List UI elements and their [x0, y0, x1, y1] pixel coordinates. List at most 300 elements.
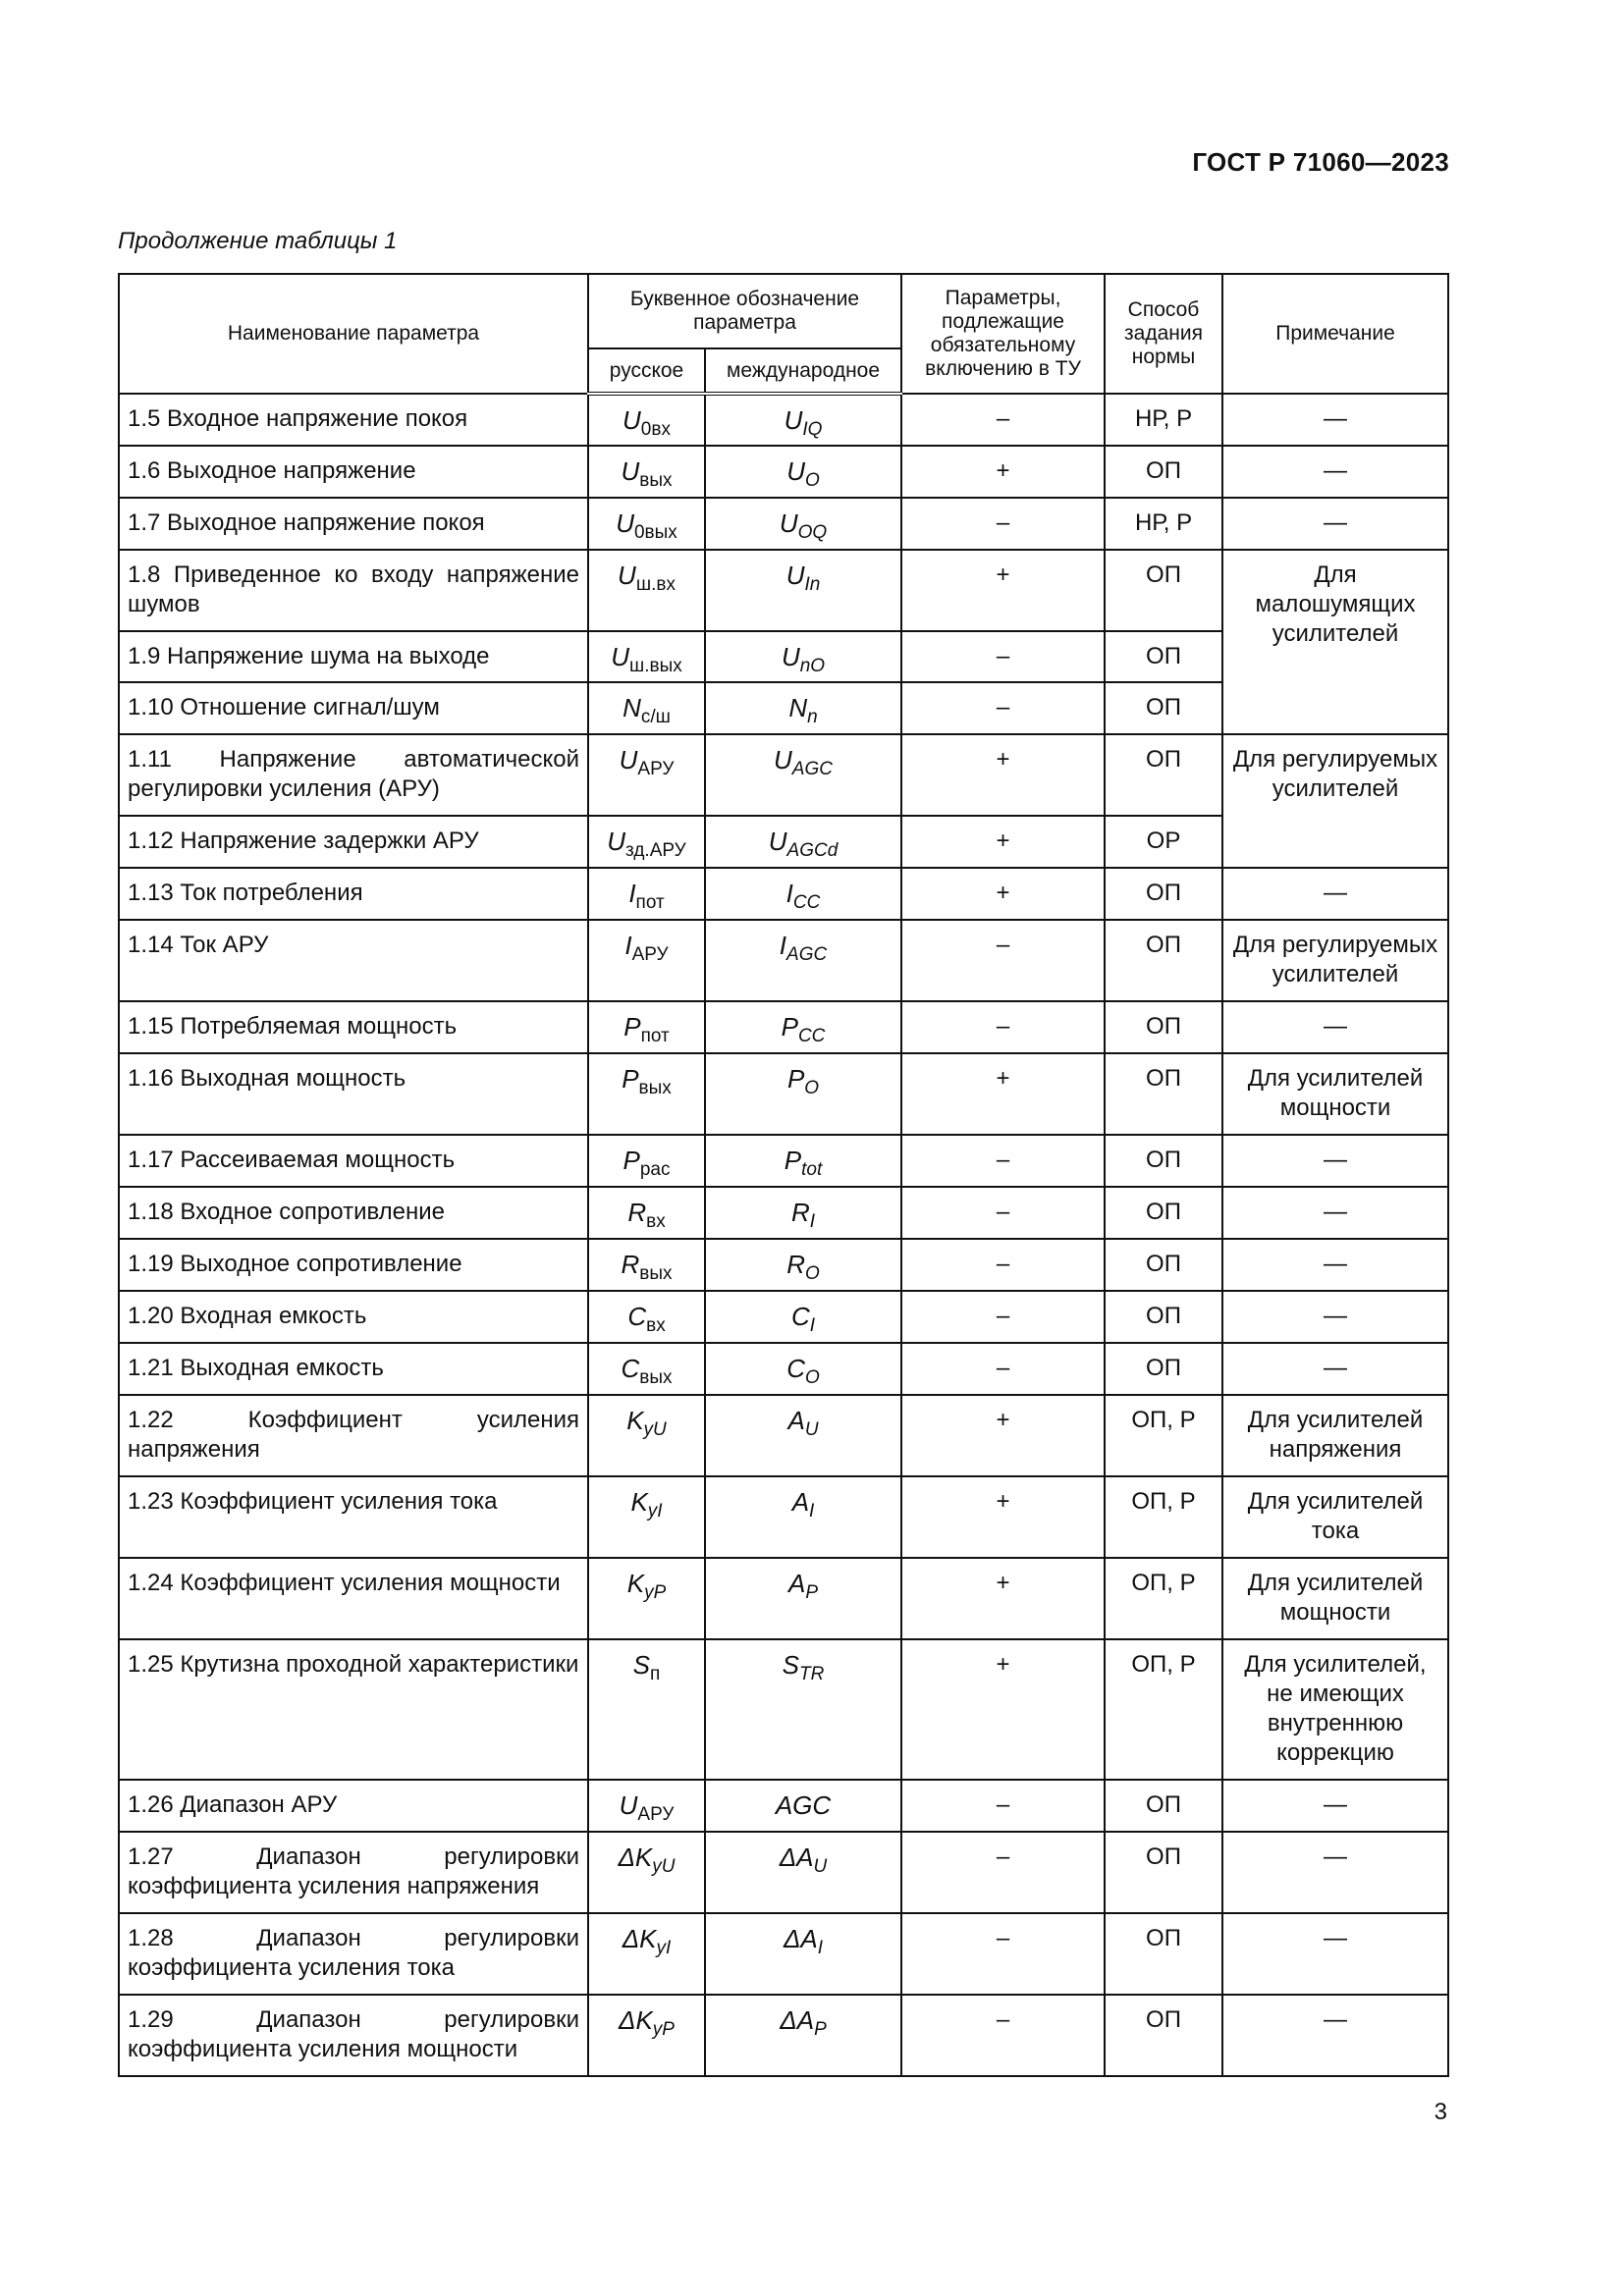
- note: —: [1222, 1187, 1448, 1239]
- symbol-subscript: АРУ: [637, 759, 675, 779]
- note: Для регулируемых усилителей: [1222, 734, 1448, 868]
- table-row: [119, 1187, 1448, 1239]
- note: —: [1222, 1995, 1448, 2076]
- symbol-international: [705, 1913, 901, 1995]
- mandatory-flag: –: [901, 1239, 1105, 1291]
- norm-method: ОП: [1105, 734, 1222, 816]
- symbol-international: [705, 816, 901, 868]
- symbol-international: [705, 920, 901, 1001]
- symbol-subscript: O: [805, 470, 820, 491]
- symbol-subscript: AGC: [791, 759, 833, 779]
- mandatory-flag: +: [901, 868, 1105, 920]
- symbol-russian: [588, 1291, 705, 1343]
- symbol-letter: C: [786, 1354, 805, 1383]
- note: Для усилителей, не имеющих внутреннюю коррекцию: [1222, 1639, 1448, 1780]
- note: —: [1222, 1780, 1448, 1832]
- symbol-international-base: [787, 1406, 819, 1440]
- symbol-subscript: CC: [792, 892, 821, 913]
- symbol-subscript: tot: [801, 1159, 823, 1180]
- parameter-name: 1.27 Диапазон регулировки коэффициента усиления напряжения: [119, 1832, 588, 1913]
- symbol-letter: A: [787, 1406, 805, 1435]
- parameter-name: 1.12 Напряжение задержки АРУ: [119, 816, 588, 868]
- symbol-subscript: АРУ: [637, 1804, 675, 1825]
- symbol-letter: U: [619, 1790, 638, 1820]
- symbol-subscript: ш.вых: [629, 656, 682, 676]
- symbol-russian-base: [619, 2005, 675, 2040]
- symbol-russian-base: [619, 1790, 675, 1825]
- symbol-subscript: P: [805, 1582, 819, 1603]
- note: —: [1222, 1913, 1448, 1995]
- norm-method: ОП: [1105, 1832, 1222, 1913]
- note: Для регулируемых усилителей: [1222, 920, 1448, 1001]
- parameters-table: [118, 273, 1449, 2077]
- symbol-russian: [588, 1053, 705, 1135]
- parameter-name: 1.20 Входная емкость: [119, 1291, 588, 1343]
- symbol-russian: [588, 682, 705, 734]
- symbol-international-base: [782, 1650, 825, 1684]
- table-row: [119, 1913, 1448, 1995]
- parameter-name: 1.15 Потребляемая мощность: [119, 1001, 588, 1053]
- norm-method: ОП: [1105, 682, 1222, 734]
- symbol-subscript: п: [650, 1664, 661, 1684]
- symbol-subscript: U: [804, 1419, 819, 1440]
- table-row: [119, 1001, 1448, 1053]
- symbol-letter: P: [786, 1064, 805, 1094]
- symbol-international: [705, 682, 901, 734]
- symbol-letter: U: [623, 405, 641, 435]
- symbol-russian-base: [621, 1250, 673, 1284]
- symbol-international-base: [786, 1250, 820, 1284]
- symbol-russian-base: [622, 1064, 672, 1098]
- symbol-subscript: 0вх: [640, 419, 671, 440]
- symbol-letter: ΔK: [619, 2005, 653, 2035]
- symbol-russian: [588, 734, 705, 816]
- symbol-letter: U: [616, 508, 634, 538]
- symbol-russian-base: [621, 1354, 673, 1388]
- symbol-letter: R: [621, 1250, 640, 1279]
- symbol-international-base: [780, 2005, 827, 2040]
- table-caption: Продолжение таблицы 1: [118, 228, 398, 254]
- symbol-letter: U: [768, 827, 787, 856]
- symbol-russian-base: [623, 405, 671, 440]
- symbol-subscript: 0вых: [633, 522, 677, 543]
- note: Для малошумящих усилителей: [1222, 550, 1448, 734]
- symbol-letter: N: [623, 693, 641, 722]
- norm-method: ОП: [1105, 920, 1222, 1001]
- note: Для усилителей тока: [1222, 1476, 1448, 1558]
- symbol-russian: [588, 920, 705, 1001]
- symbol-subscript: I: [817, 1938, 824, 1958]
- parameter-name: 1.29 Диапазон регулировки коэффициента усиления мощности: [119, 1995, 588, 2076]
- note: —: [1222, 868, 1448, 920]
- symbol-international-base: [788, 693, 818, 727]
- symbol-subscript: yU: [652, 1856, 676, 1877]
- parameter-name: 1.14 Ток АРУ: [119, 920, 588, 1001]
- symbol-subscript: n: [807, 707, 818, 727]
- symbol-letter: I: [779, 931, 787, 960]
- symbol-letter: ΔK: [618, 1842, 653, 1872]
- table-row: [119, 550, 1448, 631]
- symbol-letter: U: [784, 405, 803, 435]
- symbol-subscript: ш.вх: [635, 574, 676, 595]
- symbol-russian-base: [621, 456, 673, 491]
- page-number: 3: [1434, 2099, 1447, 2125]
- symbol-subscript: P: [814, 2019, 827, 2040]
- symbol-letter: U: [611, 642, 629, 671]
- symbol-subscript: вх: [646, 1211, 666, 1232]
- symbol-international-base: [781, 1012, 826, 1046]
- symbol-letter: K: [630, 1487, 648, 1517]
- header-russian: русское: [588, 348, 705, 394]
- symbol-russian-base: [618, 1842, 676, 1877]
- mandatory-flag: –: [901, 920, 1105, 1001]
- symbol-international: [705, 1187, 901, 1239]
- note: —: [1222, 1832, 1448, 1913]
- mandatory-flag: +: [901, 446, 1105, 498]
- note: —: [1222, 394, 1448, 446]
- symbol-international: [705, 1558, 901, 1639]
- symbol-subscript: I: [809, 1315, 816, 1336]
- symbol-russian: [588, 1780, 705, 1832]
- parameter-name: 1.6 Выходное напряжение: [119, 446, 588, 498]
- symbol-subscript: CC: [797, 1026, 826, 1046]
- symbol-russian-base: [627, 1302, 666, 1336]
- mandatory-flag: –: [901, 1913, 1105, 1995]
- table-row: [119, 1135, 1448, 1187]
- symbol-russian: [588, 1135, 705, 1187]
- note: —: [1222, 1291, 1448, 1343]
- parameter-name: 1.26 Диапазон АРУ: [119, 1780, 588, 1832]
- symbol-international-base: [785, 561, 821, 595]
- norm-method: ОП: [1105, 1780, 1222, 1832]
- mandatory-flag: +: [901, 1639, 1105, 1780]
- symbol-letter: C: [627, 1302, 647, 1331]
- table-row: [119, 1780, 1448, 1832]
- mandatory-flag: +: [901, 1558, 1105, 1639]
- table-row: [119, 1053, 1448, 1135]
- mandatory-flag: –: [901, 1832, 1105, 1913]
- document-code: ГОСТ Р 71060—2023: [1192, 147, 1449, 177]
- mandatory-flag: –: [901, 1135, 1105, 1187]
- symbol-letter: I: [628, 879, 636, 908]
- symbol-international-base: [781, 642, 826, 676]
- parameter-name: 1.22 Коэффициент усиления напряжения: [119, 1395, 588, 1476]
- symbol-russian-base: [623, 693, 671, 727]
- symbol-international: [705, 446, 901, 498]
- mandatory-flag: –: [901, 1343, 1105, 1395]
- table-row: [119, 1558, 1448, 1639]
- symbol-russian-base: [623, 1146, 671, 1180]
- symbol-letter: U: [781, 642, 800, 671]
- parameter-name: 1.19 Выходное сопротивление: [119, 1239, 588, 1291]
- parameter-name: 1.10 Отношение сигнал/шум: [119, 682, 588, 734]
- header-name: Наименование параметра: [119, 274, 588, 394]
- symbol-russian: [588, 1187, 705, 1239]
- symbol-international: [705, 868, 901, 920]
- symbol-subscript: nO: [799, 656, 826, 676]
- symbol-subscript: AGC: [786, 944, 828, 965]
- mandatory-flag: –: [901, 1780, 1105, 1832]
- note: Для усилителей мощности: [1222, 1053, 1448, 1135]
- symbol-russian: [588, 1239, 705, 1291]
- symbol-letter: ΔK: [622, 1924, 657, 1953]
- symbol-letter: P: [622, 1064, 639, 1094]
- symbol-russian-base: [626, 1406, 667, 1440]
- table-body: [119, 394, 1448, 2076]
- parameter-name: 1.18 Входное сопротивление: [119, 1187, 588, 1239]
- symbol-letter: A: [787, 1569, 806, 1598]
- parameter-name: 1.7 Выходное напряжение покоя: [119, 498, 588, 550]
- symbol-russian-base: [607, 827, 686, 861]
- symbol-subscript: АРУ: [631, 944, 669, 965]
- norm-method: ОП: [1105, 1135, 1222, 1187]
- table-row: [119, 1343, 1448, 1395]
- symbol-russian: [588, 1995, 705, 2076]
- parameter-name: 1.28 Диапазон регулировки коэффициента усиления тока: [119, 1913, 588, 1995]
- symbol-russian: [588, 1001, 705, 1053]
- norm-method: ОП: [1105, 1343, 1222, 1395]
- table-row: [119, 1639, 1448, 1780]
- symbol-subscript: In: [804, 574, 821, 595]
- symbol-subscript: AGCd: [786, 840, 839, 861]
- symbol-international: [705, 550, 901, 631]
- symbol-russian-base: [630, 1487, 663, 1522]
- symbol-subscript: O: [804, 1078, 820, 1098]
- header-letter-designation: Буквенное обозначение параметра: [588, 274, 901, 348]
- mandatory-flag: –: [901, 1187, 1105, 1239]
- symbol-subscript: yP: [644, 1582, 667, 1603]
- symbol-international: [705, 1639, 901, 1780]
- norm-method: ОП: [1105, 1053, 1222, 1135]
- symbol-international: [705, 1832, 901, 1913]
- norm-method: ОП: [1105, 446, 1222, 498]
- symbol-subscript: вых: [638, 1078, 672, 1098]
- symbol-international: [705, 1343, 901, 1395]
- symbol-international: [705, 1135, 901, 1187]
- symbol-international-base: [790, 1198, 816, 1232]
- mandatory-flag: –: [901, 1291, 1105, 1343]
- symbol-letter: ΔA: [780, 2005, 815, 2035]
- symbol-subscript: U: [813, 1856, 828, 1877]
- symbol-letter: P: [784, 1146, 802, 1175]
- symbol-letter: U: [619, 745, 638, 774]
- symbol-letter: U: [774, 745, 792, 774]
- symbol-subscript: I: [809, 1501, 815, 1522]
- symbol-letter: P: [623, 1146, 640, 1175]
- symbol-russian: [588, 1343, 705, 1395]
- symbol-international-base: [783, 1924, 824, 1958]
- parameter-name: 1.23 Коэффициент усиления тока: [119, 1476, 588, 1558]
- symbol-international-base: [786, 456, 820, 491]
- symbol-letter: R: [786, 1250, 805, 1279]
- symbol-international-base: [784, 1146, 823, 1180]
- symbol-subscript: пот: [635, 892, 665, 913]
- symbol-international: [705, 1780, 901, 1832]
- symbol-letter: AGC: [775, 1790, 832, 1820]
- symbol-russian-base: [616, 508, 677, 543]
- symbol-letter: U: [785, 561, 805, 590]
- mandatory-flag: –: [901, 682, 1105, 734]
- symbol-letter: K: [626, 1406, 644, 1435]
- symbol-subscript: I: [809, 1211, 816, 1232]
- norm-method: ОП, Р: [1105, 1395, 1222, 1476]
- norm-method: ОП, Р: [1105, 1639, 1222, 1780]
- symbol-subscript: рас: [639, 1159, 671, 1180]
- symbol-russian-base: [619, 745, 675, 779]
- table-row: [119, 498, 1448, 550]
- norm-method: НР, Р: [1105, 394, 1222, 446]
- parameter-name: 1.24 Коэффициент усиления мощности: [119, 1558, 588, 1639]
- symbol-subscript: yI: [647, 1501, 663, 1522]
- symbol-letter: U: [607, 827, 626, 856]
- symbol-russian: [588, 394, 705, 446]
- mandatory-flag: –: [901, 1995, 1105, 2076]
- symbol-international: [705, 1239, 901, 1291]
- symbol-international: [705, 1053, 901, 1135]
- symbol-russian-base: [624, 931, 669, 965]
- table-row: [119, 1476, 1448, 1558]
- parameter-name: 1.13 Ток потребления: [119, 868, 588, 920]
- mandatory-flag: –: [901, 498, 1105, 550]
- norm-method: ОП, Р: [1105, 1558, 1222, 1639]
- symbol-subscript: yI: [656, 1938, 672, 1958]
- symbol-subscript: вх: [646, 1315, 666, 1336]
- note: Для усилителей мощности: [1222, 1558, 1448, 1639]
- symbol-russian: [588, 1476, 705, 1558]
- symbol-international: [705, 1995, 901, 2076]
- norm-method: ОП: [1105, 1001, 1222, 1053]
- symbol-international-base: [790, 1302, 816, 1336]
- symbol-subscript: O: [805, 1263, 820, 1284]
- table-row: [119, 394, 1448, 446]
- table-row: [119, 1832, 1448, 1913]
- symbol-international-base: [774, 745, 833, 779]
- symbol-letter: S: [782, 1650, 800, 1680]
- parameter-name: 1.17 Рассеиваемая мощность: [119, 1135, 588, 1187]
- table-row: [119, 920, 1448, 1001]
- parameter-name: 1.21 Выходная емкость: [119, 1343, 588, 1395]
- symbol-russian: [588, 868, 705, 920]
- note: —: [1222, 1135, 1448, 1187]
- parameter-name: 1.9 Напряжение шума на выходе: [119, 631, 588, 682]
- symbol-russian: [588, 1639, 705, 1780]
- symbol-subscript: вых: [639, 1367, 673, 1388]
- parameter-name: 1.25 Крутизна проходной характеристики: [119, 1639, 588, 1780]
- norm-method: ОП: [1105, 1187, 1222, 1239]
- symbol-russian: [588, 631, 705, 682]
- symbol-international-base: [776, 1790, 831, 1820]
- symbol-subscript: O: [805, 1367, 820, 1388]
- symbol-international-base: [791, 1487, 815, 1522]
- note: —: [1222, 1343, 1448, 1395]
- symbol-international-base: [786, 1354, 820, 1388]
- symbol-international-base: [779, 508, 828, 543]
- symbol-international-base: [786, 1064, 820, 1098]
- symbol-international-base: [785, 879, 821, 913]
- symbol-subscript: пот: [640, 1026, 670, 1046]
- note: —: [1222, 1001, 1448, 1053]
- symbol-russian-base: [628, 879, 665, 913]
- symbol-russian: [588, 816, 705, 868]
- symbol-letter: P: [781, 1012, 798, 1041]
- symbol-russian: [588, 1832, 705, 1913]
- symbol-russian-base: [623, 1012, 670, 1046]
- symbol-letter: U: [618, 561, 636, 590]
- symbol-subscript: yP: [652, 2019, 675, 2040]
- mandatory-flag: +: [901, 550, 1105, 631]
- symbol-russian-base: [627, 1198, 666, 1232]
- symbol-subscript: OQ: [797, 522, 828, 543]
- symbol-international-base: [768, 827, 839, 861]
- norm-method: ОП, Р: [1105, 1476, 1222, 1558]
- symbol-letter: U: [779, 508, 798, 538]
- symbol-letter: K: [626, 1569, 645, 1598]
- symbol-international: [705, 1001, 901, 1053]
- symbol-letter: C: [621, 1354, 640, 1383]
- parameter-name: 1.8 Приведенное ко входу напряжение шумов: [119, 550, 588, 631]
- symbol-letter: I: [624, 931, 632, 960]
- symbol-russian: [588, 550, 705, 631]
- symbol-russian-base: [618, 561, 676, 595]
- norm-method: ОП: [1105, 1995, 1222, 2076]
- norm-method: ОП: [1105, 1913, 1222, 1995]
- norm-method: НР, Р: [1105, 498, 1222, 550]
- header-international: международное: [705, 348, 901, 394]
- symbol-russian: [588, 498, 705, 550]
- header-note: Примечание: [1222, 274, 1448, 394]
- symbol-subscript: TR: [799, 1664, 825, 1684]
- note: Для усилителей напряжения: [1222, 1395, 1448, 1476]
- norm-method: ОП: [1105, 1239, 1222, 1291]
- symbol-subscript: зд.АРУ: [625, 840, 686, 861]
- symbol-letter: N: [788, 693, 808, 722]
- symbol-international: [705, 734, 901, 816]
- symbol-russian-base: [632, 1650, 661, 1684]
- symbol-letter: U: [786, 456, 805, 486]
- header-mandatory: Параметры, подлежащие обязательному включению в ТУ: [901, 274, 1105, 394]
- symbol-letter: U: [621, 456, 640, 486]
- symbol-letter: R: [790, 1198, 810, 1227]
- symbol-international-base: [787, 1569, 819, 1603]
- symbol-letter: R: [627, 1198, 647, 1227]
- symbol-letter: C: [790, 1302, 810, 1331]
- note: —: [1222, 1239, 1448, 1291]
- symbol-international: [705, 631, 901, 682]
- table-row: [119, 1995, 1448, 2076]
- symbol-letter: S: [632, 1650, 651, 1680]
- symbol-international: [705, 1395, 901, 1476]
- table-row: [119, 446, 1448, 498]
- mandatory-flag: –: [901, 1001, 1105, 1053]
- symbol-letter: A: [791, 1487, 810, 1517]
- symbol-international: [705, 1291, 901, 1343]
- symbol-international-base: [779, 1842, 828, 1877]
- symbol-subscript: IQ: [802, 419, 823, 440]
- symbol-international: [705, 498, 901, 550]
- norm-method: ОП: [1105, 631, 1222, 682]
- symbol-subscript: с/ш: [640, 707, 671, 727]
- symbol-international-base: [784, 405, 823, 440]
- mandatory-flag: +: [901, 1053, 1105, 1135]
- symbol-russian: [588, 1913, 705, 1995]
- symbol-letter: I: [785, 879, 793, 908]
- parameter-name: 1.11 Напряжение автоматической регулировки усиления (АРУ): [119, 734, 588, 816]
- norm-method: ОП: [1105, 868, 1222, 920]
- symbol-international: [705, 394, 901, 446]
- symbol-letter: ΔA: [779, 1842, 814, 1872]
- symbol-russian: [588, 446, 705, 498]
- symbol-russian: [588, 1395, 705, 1476]
